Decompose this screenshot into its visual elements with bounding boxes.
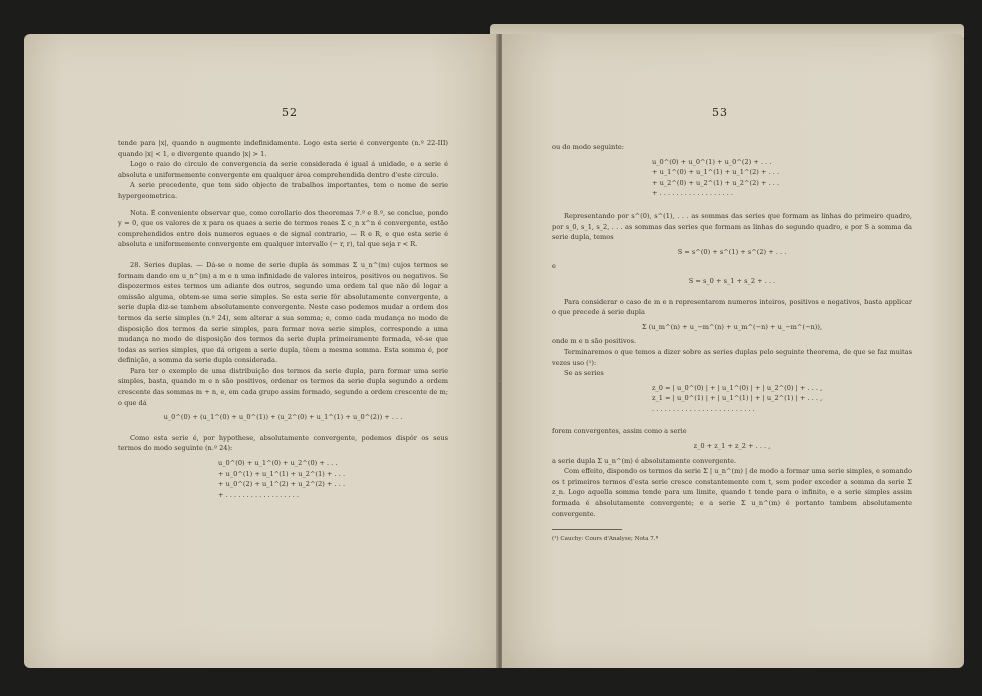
paragraph: onde m e n são positivos. [552,337,637,346]
equation: Σ (u_m^(n) + u_−m^(n) + u_m^(−n) + u_−m^(−n)), [641,322,823,331]
equation-line: z_0 = | u_0^(0) | + | u_1^(0) | + | u_2^(0) | + . . . , [652,383,823,392]
right-page [502,34,964,668]
equation-line: u_0^(0) + u_0^(1) + u_0^(2) + . . . [652,157,772,166]
footnote-rule [552,529,622,530]
left-page-text [118,138,448,506]
paragraph: a serie dupla Σ u_n^(m) é absolutamente convergente. [552,456,737,465]
right-page-text [552,142,912,545]
paragraph: 28. Series duplas. — Dá-se o nome de serie dupla ás sommas Σ u_n^(m) cujos termos se formam dando em u_n^(m) a m e n uma infinidade de valores inteiros, positivos ou negativos. Se dispozermos estes termos um adiante dos outros, segundo uma ordem tal que não dê logar a omissão alguma, obtem-se uma serie simples. Se esta serie fôr absolutamente convergente, a serie dupla diz-se tambem absolutamente convergente. Neste caso podemos mudar a ordem dos termos da serie simples (n.º 24), sem alterar a sua somma; e, como cada mudança no modo de disposição dos termos da serie simples, para formar nova serie simples, corresponde a uma mudança no modo de disposição dos termos da serie dupla primeiramente formada, vê-se que todas as series simples, que dá origem a serie dupla, têem a mesma somma. Esta somma é, por definição, a somma da serie dupla considerada. [118,260,448,365]
equation-line: + u_2^(0) + u_2^(1) + u_2^(2) + . . . [652,178,780,187]
paragraph: Para ter o exemplo de uma distribuição dos termos da serie dupla, para formar uma serie simples, basta, quando m e n são positivos, ordenar os termos da serie dupla segundo a ordem crescente das sommas m + n, e, em cada grupo assim formado, segundo a ordem crescente de m; o que dá [118,366,448,407]
equation-line: + u_1^(0) + u_1^(1) + u_1^(2) + . . . [652,168,780,177]
paragraph: forem convergentes, assim como a serie [552,427,687,436]
paragraph: tende para |x|, quando n augmente indefinidamente. Logo esta serie é convergente (n.º 22-III) quando |x| < 1, e divergente quando |x| > 1. [118,139,448,158]
left-page-number: 52 [282,106,298,119]
equation: u_0^(0) + (u_1^(0) + u_0^(1)) + (u_2^(0) + u_1^(1) + u_0^(2)) + . . . [163,413,403,422]
right-page-number: 53 [712,106,728,119]
paragraph: Para considerar o caso de m e n representarem numeros inteiros, positivos e negativos, basta applicar o que precede á serie dupla [552,297,912,317]
equation-line: + u_0^(1) + u_1^(1) + u_2^(1) + . . . [218,469,346,478]
paragraph: A serie precedente, que tem sido objecto de trabalhos importantes, tem o nome de serie hypergeometrica. [118,181,448,200]
paragraph: Com effeito, dispondo os termos da serie Σ | u_n^(m) | de modo a formar uma serie simples, e somando os t primeiros termos d'esta serie cresce constantemente com t, sem poder exceder a somma da serie Σ z_n. Logo aquella somma tende para um limite, quando t tende para o infinito, e a serie simples assim formada é absolutamente convergente; e a serie Σ u_n^(m) é portanto tambem absolutamente convergente. [552,467,912,518]
binding-mark [500,380,502,382]
paragraph: Como esta serie é, por hypothese, absolutamente convergente, podemos dispôr os seus termos do modo seguinte (n.º 24): [118,433,448,453]
equation-line: z_1 = | u_0^(1) | + | u_1^(1) | + | u_2^(1) | + . . . , [652,394,823,403]
equation: z_0 + z_1 + z_2 + . . . , [693,442,771,451]
left-page [24,34,500,668]
spacer [118,250,448,260]
paragraph: e [552,262,556,271]
paragraph: Representando por s^(0), s^(1), . . . as sommas das series que formam as linhas do primeiro quadro, por s_0, s_1, s_2, . . . as sommas das series que formam as linhas do segundo quadro, e por S a somma da serie dupla, temos [552,211,912,242]
equation-array [118,458,448,500]
equation: S = s^(0) + s^(1) + s^(2) + . . . [677,247,787,256]
paragraph: Terminaremos o que temos a dizer sobre as series duplas pelo seguinte theorema, de que se faz muitas vezes uso (¹): [552,347,912,367]
equation-array [552,383,912,415]
equation: S = s_0 + s_1 + s_2 + . . . [688,276,776,285]
equation-line: + . . . . . . . . . . . . . . . . . . [218,490,299,499]
equation-line: + . . . . . . . . . . . . . . . . . . [652,189,733,198]
equation-line: + u_0^(2) + u_1^(2) + u_2^(2) + . . . [218,480,346,489]
paragraph: Nota. É conveniente observar que, como corollario dos theoremas 7.º e 8.º, se conclue, pondo y = 0, que os valores de x para os quaes a serie de termos reaes Σ c_n x^n é convergente, estão comprehendidos entre dois numeros eguaes e de signal contrario, — R e R, e que esta serie é absoluta e uniformemente convergente em qualquer intervallo (− r, r), tal que seja r < R. [118,208,448,249]
paragraph: Se as series [564,369,604,378]
open-book [20,24,964,684]
equation-array [552,157,912,199]
equation-line: u_0^(0) + u_1^(0) + u_2^(0) + . . . [218,459,338,468]
paragraph: Logo o raio do circulo de convergencia da serie considerada é igual á unidade, e a serie é absoluta e uniformemente convergente em qualquer área comprehendida dentro d'este circulo. [118,160,448,179]
equation-line: . . . . . . . . . . . . . . . . . . . . . . . . . [652,404,755,413]
footnote: (¹) Cauchy: Cours d'Analyse; Nota 7.ª [552,536,659,543]
paragraph: ou do modo seguinte: [552,143,624,151]
